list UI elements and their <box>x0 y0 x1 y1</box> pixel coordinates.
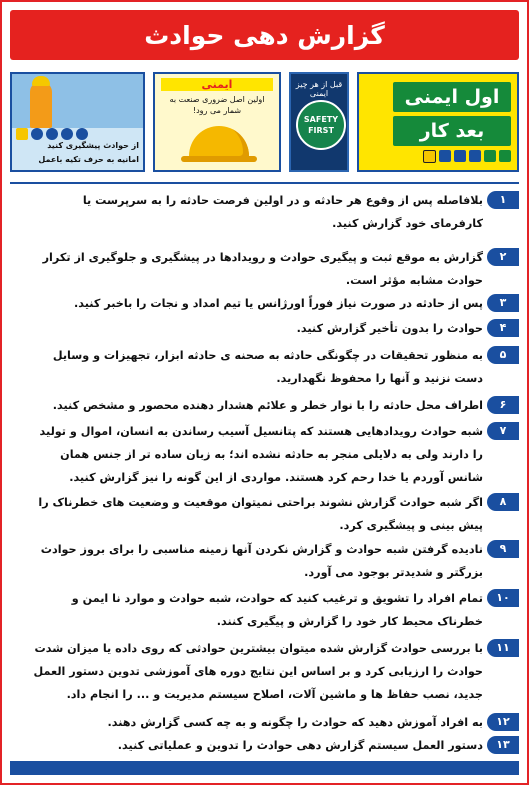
boots-icon <box>61 128 73 140</box>
title-bar <box>10 10 519 60</box>
item-text-line: جدید، نصب حفاظ ها و ماشین آلات، اصلاح سیستم مدیریت و ... را انجام داد. <box>66 688 483 701</box>
safety-first-badge-icon <box>296 100 346 150</box>
list-item <box>10 711 519 734</box>
badge-caption: قبل از هر چیز ایمنی <box>295 80 343 98</box>
item-text-line: بلافاصله پس از وقوع هر حادثه و در اولین فرصت حادثه را به سرپرست یا <box>82 194 483 207</box>
item-number-badge: ۶ <box>487 396 519 414</box>
ppe-icons-row <box>16 128 88 142</box>
item-text-line: حوادث را بدون تأخیر گزارش کنید. <box>296 322 483 335</box>
vest-icon <box>76 128 88 140</box>
item-number-badge: ۱۱ <box>487 639 519 657</box>
item-number-badge: ۷ <box>487 422 519 440</box>
item-text-line: را دارند ولی به دلایلی منجر به حادثه نشده اند؛ به زبان ساده تر از جنس همان <box>60 448 483 461</box>
item-text-line: کارفرمای خود گزارش کنید. <box>332 217 483 230</box>
list-item <box>10 317 519 340</box>
rules-list <box>10 182 519 756</box>
item-number-badge: ۱۰ <box>487 589 519 607</box>
item-text-line: بزرگتر و شدیدتر بوجود می آورد. <box>304 566 483 579</box>
safety-first-sign <box>357 72 519 172</box>
warning-icon <box>16 128 28 140</box>
footer-bar <box>10 761 519 775</box>
goggles-icon <box>469 150 481 162</box>
badge-text: SAFETY FIRST <box>303 115 339 135</box>
helmet-sign-text: اولین اصل ضروری صنعت به شمار می رود! <box>169 95 265 115</box>
item-number-badge: ۹ <box>487 540 519 558</box>
safety-badge-sign <box>289 72 349 172</box>
helmet-sign-heading: ایمنی <box>161 78 273 91</box>
sign-text-work-after: بعد کار <box>393 116 511 146</box>
item-number-badge: ۴ <box>487 319 519 337</box>
item-text-line: نادیده گرفتن شبه حوادث و گزارش نکردن آنها زمینه مناسبی را برای بروز حوادث <box>40 543 483 556</box>
helmet-icon <box>46 128 58 140</box>
page-title: گزارش دهی حوادث <box>144 20 385 50</box>
helmet-sign <box>153 72 281 172</box>
warning-icon <box>423 150 436 163</box>
first-aid-icon <box>484 150 496 162</box>
item-text-line: اگر شبه حوادث گزارش نشوند براحتی نمیتوان موقعیت و وضعیت های خطرناک را <box>38 496 483 509</box>
worker-figure-icon <box>30 82 52 128</box>
item-number-badge: ۳ <box>487 294 519 312</box>
item-number-badge: ۱ <box>487 191 519 209</box>
safety-banner <box>10 72 519 172</box>
list-item <box>10 246 519 292</box>
item-text-line: حوادث مشابه مؤثر است. <box>345 274 483 287</box>
item-text-line: دست نزنید و آنها را محفوظ نگهدارید. <box>276 372 483 385</box>
item-number-badge: ۸ <box>487 493 519 511</box>
list-item <box>10 344 519 390</box>
list-item <box>10 734 519 757</box>
gloves-icon <box>454 150 466 162</box>
item-text-line: تمام افراد را تشویق و ترغیب کنید که حوادث، شبه حوادث و موارد نا ایمن و <box>71 592 483 605</box>
item-number-badge: ۵ <box>487 346 519 364</box>
item-text-line: حوادث را ارزیابی کرد و بر اساس این نتایج دوره های آموزشی تدوین دستور العمل <box>33 665 483 678</box>
item-text-line: گزارش به موقع ثبت و پیگیری حوادث و رویدادها در پیشگیری و جلوگیری از تکرار <box>42 251 483 264</box>
item-text-line: اطراف محل حادثه را با نوار خطر و علائم هشدار دهنده محصور و مشخص کنید. <box>52 399 483 412</box>
list-item <box>10 292 519 315</box>
list-item <box>10 538 519 584</box>
hard-hat-brim <box>181 156 257 162</box>
item-text-line: به افراد آموزش دهید که حوادث را چگونه و به چه کسی گزارش دهند. <box>107 716 483 729</box>
list-item <box>10 189 519 235</box>
list-item <box>10 587 519 633</box>
list-item <box>10 491 519 537</box>
item-text-line: شبه حوادث رویدادهایی هستند که پتانسیل آسیب رساندن به انسان، اموال و تولید <box>39 425 483 438</box>
hard-hat-icon <box>189 126 249 160</box>
item-text-line: پیش بینی و پیشگیری کرد. <box>339 519 483 532</box>
item-text-line: با بررسی حوادث گزارش شده میتوان بیشترین حوادثی که روی داده یا میزان شدت <box>34 642 483 655</box>
item-text-line: شانس آوردم یا خدا رحم کرد هستند. مواردی از این گونه را نیز گزارش کنید. <box>69 471 483 484</box>
helmet-icon <box>439 150 451 162</box>
list-item <box>10 420 519 489</box>
item-number-badge: ۱۳ <box>487 736 519 754</box>
list-item <box>10 637 519 706</box>
worker-sign <box>10 72 145 172</box>
safety-icons-row <box>365 150 511 164</box>
sign-text-safety-first: اول ایمنی <box>393 82 511 112</box>
item-text-line: پس از حادثه در صورت نیاز فوراً اورژانس یا تیم امداد و نجات را باخبر کنید. <box>74 297 483 310</box>
worker-sign-line2: امانیه به حرف تکیه باعمل <box>38 155 139 164</box>
list-item <box>10 394 519 417</box>
item-number-badge: ۱۲ <box>487 713 519 731</box>
item-text-line: خطرناک محیط کار خود را گزارش و پیگیری کنند. <box>216 615 483 628</box>
item-number-badge: ۲ <box>487 248 519 266</box>
item-text-line: به منظور تحقیقات در چگونگی حادثه به صحنه ی حادثه ابزار، تجهیزات و وسایل <box>52 349 483 362</box>
exit-icon <box>499 150 511 162</box>
mask-icon <box>31 128 43 140</box>
item-text-line: دستور العمل سیستم گزارش دهی حوادث را تدوین و عملیاتی کنید. <box>117 739 483 752</box>
worker-sign-line1: از حوادث پیشگیری کنید <box>47 141 139 150</box>
